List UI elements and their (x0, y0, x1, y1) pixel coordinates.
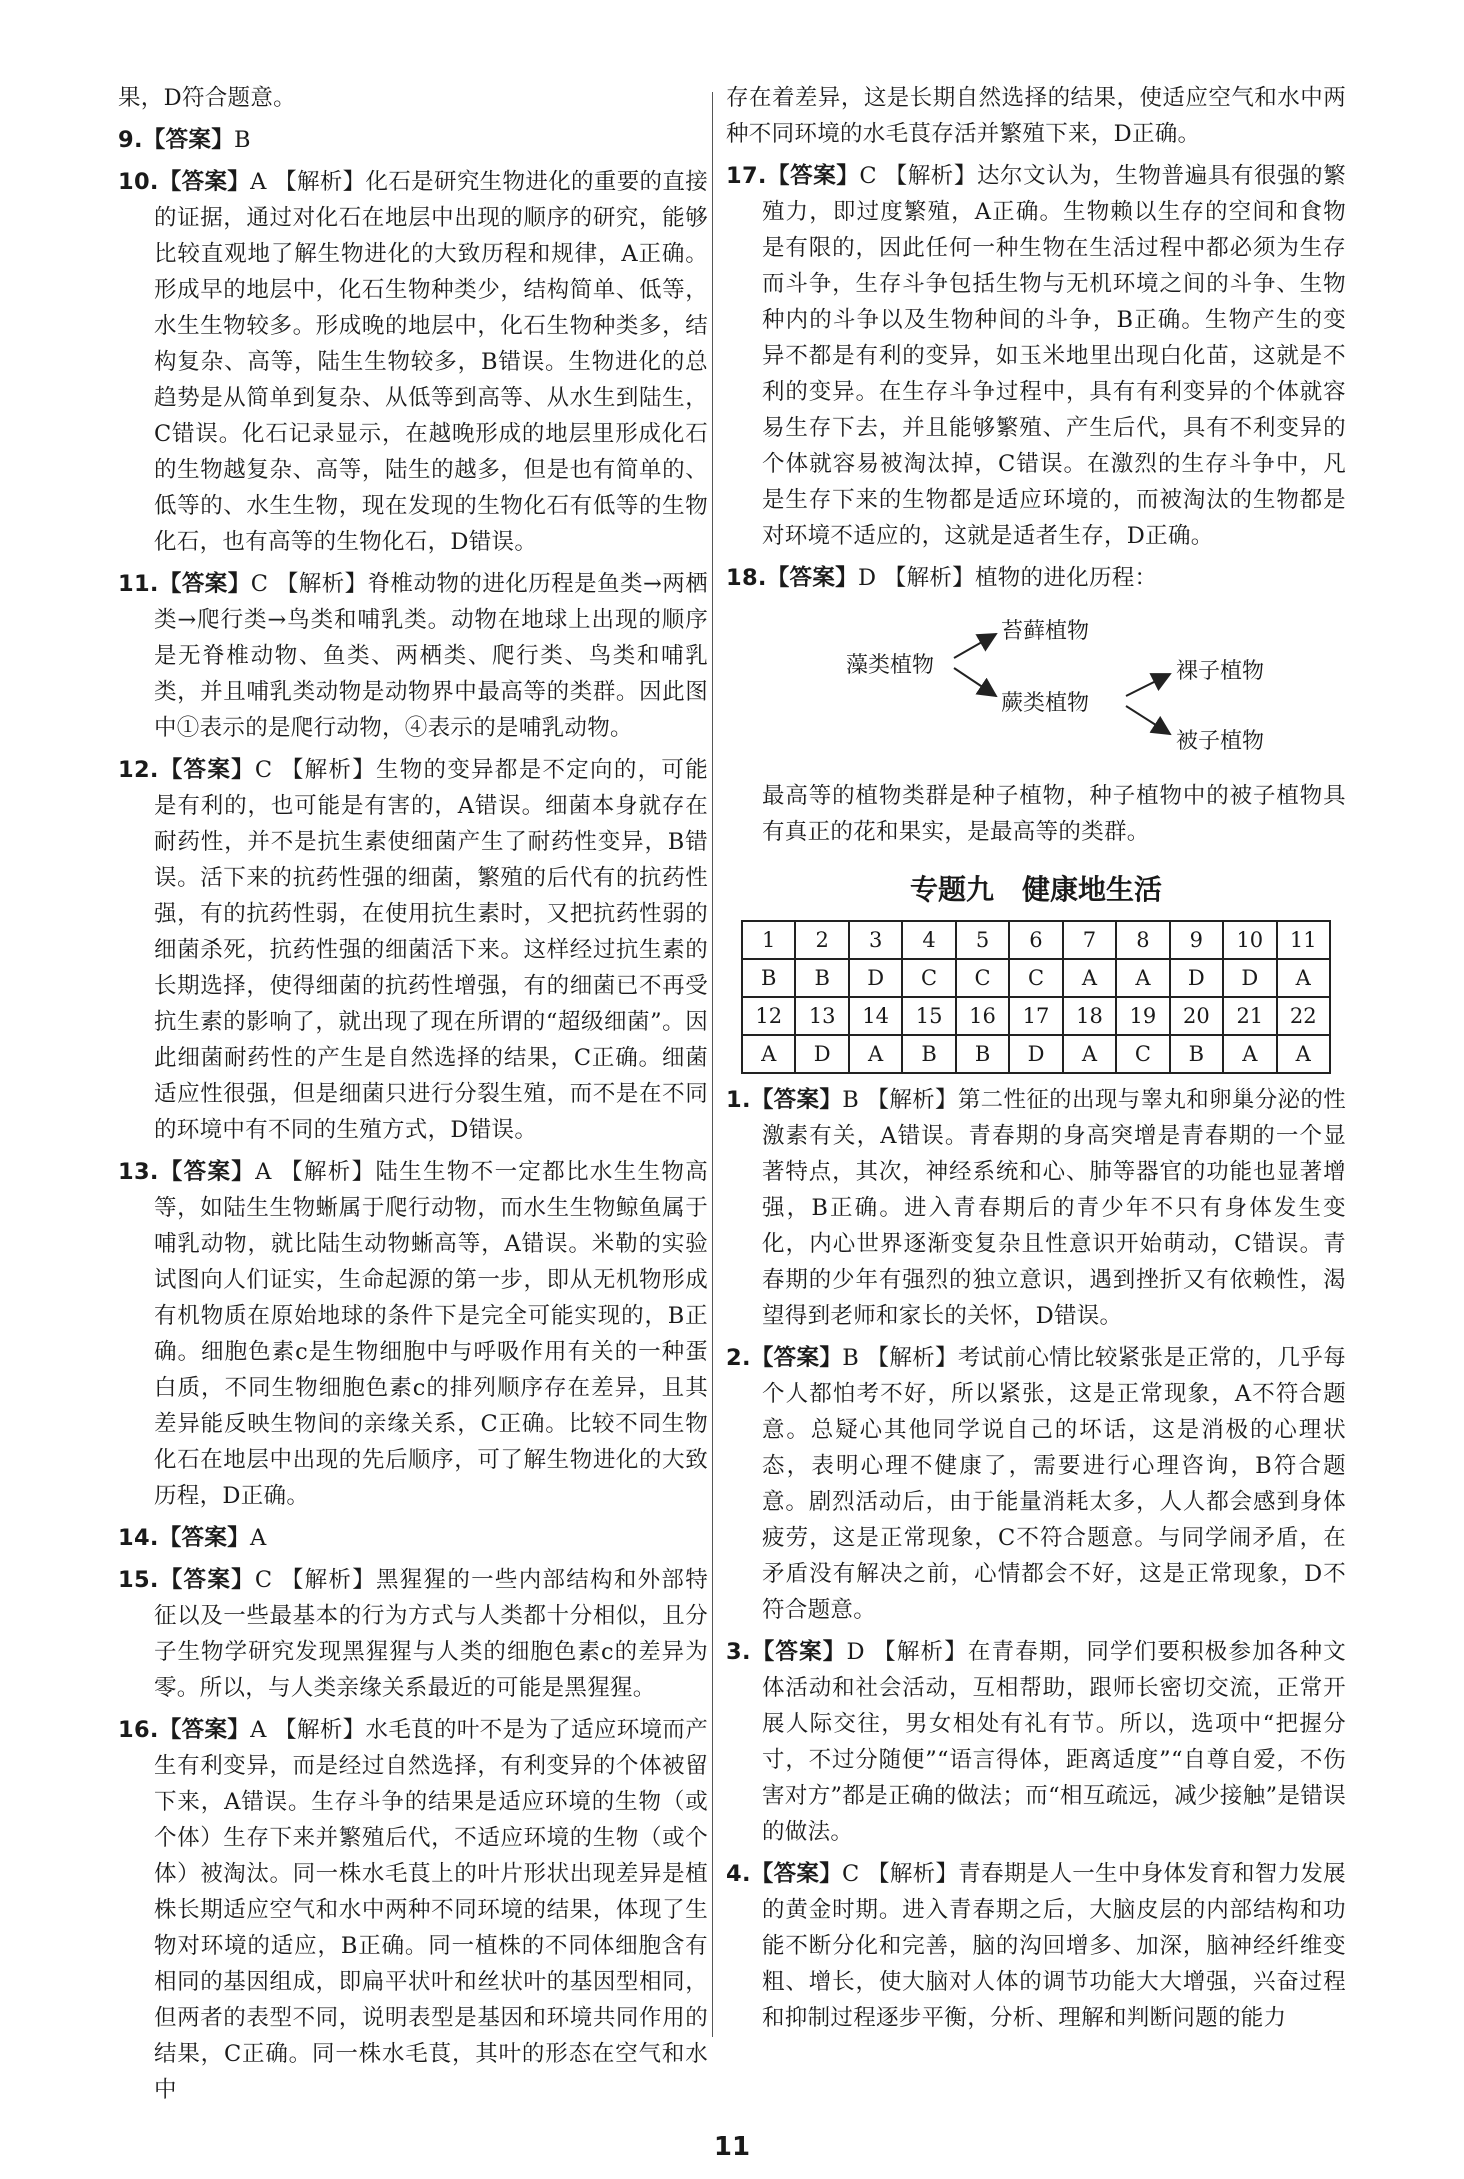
answer-cell: D (1170, 959, 1223, 997)
right-bottom-paragraph (726, 1082, 1346, 1334)
answer-cell: B (956, 1035, 1009, 1073)
answer-cell: B (742, 959, 795, 997)
arrow-to-fern (954, 668, 996, 696)
answer-cell: B (902, 1035, 955, 1073)
paragraph-text: A 【解析】化石是研究生物进化的重要的直接的证据，通过对化石在地层中出现的顺序的研究，能够比较直观地了解生物进化的大致历程和规律，A正确。形成早的地层中，化石生物种类少，结构简单、低等，水生生物较多。形成晚的地层中，化石生物种类多，结构复杂、高等，陆生生物较多，B错误。生物进化的总趋势是从简单到复杂、从低等到高等、从水生到陆生，C错误。化石记录显示，在越晚形成的地层里形成化石的生物越复杂、高等，陆生的越多，但是也有简单的、低等的、水生生物，现在发现的生物化石有低等的生物化石，也有高等的生物化石，D错误。 (154, 169, 708, 555)
paragraph-text: D 【解析】在青春期，同学们要积极参加各种文体活动和社会活动，互相帮助，跟师长密切交流，正常开展人际交往，男女相处有礼有节。所以，选项中“把握分寸，不过分随便”“语言得体，距离适度”“自尊自爱，不伤害对方”都是正确的做法；而“相互疏远，减少接触”是错误的做法。 (762, 1639, 1346, 1845)
answer-cell: D (849, 959, 902, 997)
paragraph-text: C 【解析】黑猩猩的一些内部结构和外部特征以及一些最基本的行为方式与人类都十分相似，且分子生物学研究发现黑猩猩与人类的细胞色素c的差异为零。所以，与人类亲缘关系最近的可能是黑猩猩。 (154, 1567, 708, 1701)
answer-table-row (742, 997, 1330, 1035)
paragraph-text: C 【解析】达尔文认为，生物普遍具有很强的繁殖力，即过度繁殖，A正确。生物赖以生存的空间和食物是有限的，因此任何一种生物在生活过程中都必须为生存而斗争，生存斗争包括生物与无机环境之间的斗争、生物种内的斗争以及生物种间的斗争，B正确。生物产生的变异不都是有利的变异，如玉米地里出现白化苗，这就是不利的变异。在生存斗争过程中，具有有利变异的个体就容易生存下去，并且能够繁殖、产生后代，具有不利变异的个体就容易被淘汰掉，C错误。在激烈的生存斗争中，凡是生存下来的生物都是适应环境的，而被淘汰的生物都是对环境不适应的，这就是适者生存，D正确。 (762, 163, 1346, 549)
question-number-cell: 7 (1063, 921, 1116, 959)
answer-cell: C (1009, 959, 1062, 997)
answer-cell: B (795, 959, 848, 997)
answer-cell: D (795, 1035, 848, 1073)
right-bottom-paragraph (726, 1340, 1346, 1628)
left-paragraph (118, 752, 708, 1148)
question-number-cell: 22 (1277, 997, 1330, 1035)
question-number-cell: 12 (742, 997, 795, 1035)
arrow-to-angiosperm (1126, 706, 1170, 734)
paragraph-text: 存在着差异，这是长期自然选择的结果，使适应空气和水中两种不同环境的水毛茛存活并繁殖下来，D正确。 (726, 85, 1346, 147)
question-number-cell: 8 (1116, 921, 1169, 959)
question-number-cell: 14 (849, 997, 902, 1035)
right-top-paragraph (726, 560, 1346, 596)
right-top-paragraph (726, 158, 1346, 554)
node-angiosperm: 被子植物 (1176, 729, 1265, 754)
paragraph-text: B 【解析】第二性征的出现与睾丸和卵巢分泌的性激素有关，A错误。青春期的身高突增是青春期的一个显著特点，其次，神经系统和心、肺等器官的功能也显著增强，B正确。进入青春期后的青少年不只有身体发生变化，内心世界逐渐变复杂且性意识开始萌动，C错误。青春期的少年有强烈的独立意识，遇到挫折又有依赖性，渴望得到老师和家长的关怀，D错误。 (762, 1087, 1346, 1329)
answer-tag: 16.【答案】 (118, 1717, 251, 1743)
answer-table (741, 920, 1331, 1074)
question-number-cell: 21 (1223, 997, 1276, 1035)
answer-tag: 15.【答案】 (118, 1567, 255, 1593)
right-top-paragraph (726, 80, 1346, 152)
diagram-conclusion: 最高等的植物类群是种子植物，种子植物中的被子植物具有真正的花和果实，是最高等的类群。 (762, 783, 1346, 845)
question-number-cell: 1 (742, 921, 795, 959)
answer-cell: A (1277, 1035, 1330, 1073)
paragraph-text: A 【解析】水毛茛的叶不是为了适应环境而产生有利变异，而是经过自然选择，有利变异的个体被留下来，A错误。生存斗争的结果是适应环境的生物（或个体）生存下来并繁殖后代，不适应环境的生物（或个体）被淘汰。同一株水毛茛上的叶片形状出现差异是植株长期适应空气和水中两种不同环境的结果，体现了生物对环境的适应，B正确。同一植株的不同体细胞含有相同的基因组成，即扁平状叶和丝状叶的基因型相同，但两者的表型不同，说明表型是基因和环境共同作用的结果，C正确。同一株水毛茛，其叶的形态在空气和水中 (154, 1717, 708, 2103)
answer-cell: A (1116, 959, 1169, 997)
left-paragraph (118, 122, 708, 158)
answer-cell: C (956, 959, 1009, 997)
left-paragraph (118, 80, 708, 116)
left-column (118, 80, 708, 2114)
answer-cell: A (1063, 1035, 1116, 1073)
answer-tag: 10.【答案】 (118, 169, 251, 195)
answer-tag: 12.【答案】 (118, 757, 255, 783)
answer-cell: B (1170, 1035, 1223, 1073)
paragraph-text: A (249, 1525, 267, 1551)
node-algae: 藻类植物 (846, 653, 935, 678)
right-top-paragraphs (726, 80, 1346, 596)
answer-tag: 11.【答案】 (118, 571, 251, 597)
node-moss: 苔藓植物 (1001, 619, 1090, 644)
right-bottom-paragraph (726, 1856, 1346, 2036)
section-title: 专题九 健康地生活 (909, 873, 1162, 906)
question-number-cell: 17 (1009, 997, 1062, 1035)
left-paragraph (118, 164, 708, 560)
column-divider (712, 92, 713, 2037)
right-bottom-paragraph (726, 1634, 1346, 1850)
left-paragraph (118, 1520, 708, 1556)
arrow-to-gymnosperm (1126, 674, 1170, 696)
paragraph-text: C 【解析】脊椎动物的进化历程是鱼类→两栖类→爬行类→鸟类和哺乳类。动物在地球上出现的顺序是无脊椎动物、鱼类、两栖类、爬行类、鸟类和哺乳类，并且哺乳类动物是动物界中最高等的类群。因此图中①表示的是爬行动物，④表示的是哺乳动物。 (154, 571, 708, 741)
answer-cell: C (902, 959, 955, 997)
answer-tag: 3.【答案】 (726, 1639, 847, 1665)
paragraph-text: 果，D符合题意。 (118, 85, 296, 111)
left-paragraph (118, 1154, 708, 1514)
plant-evolution-diagram (726, 606, 1346, 766)
answer-tag: 17.【答案】 (726, 163, 860, 189)
paragraph-text: B (234, 127, 251, 153)
answer-tag: 14.【答案】 (118, 1525, 250, 1551)
question-number-cell: 4 (902, 921, 955, 959)
answer-cell: A (1063, 959, 1116, 997)
node-gymnosperm: 裸子植物 (1176, 659, 1265, 684)
answer-table-row (742, 1035, 1330, 1073)
answer-cell: D (1223, 959, 1276, 997)
paragraph-text: B 【解析】考试前心情比较紧张是正常的，几乎每个人都怕考不好，所以紧张，这是正常现象，A不符合题意。总疑心其他同学说自己的坏话，这是消极的心理状态，表明心理不健康了，需要进行心理咨询，B符合题意。剧烈活动后，由于能量消耗太多，人人都会感到身体疲劳，这是正常现象，C不符合题意。与同学闹矛盾，在矛盾没有解决之前，心情都会不好，这是正常现象，D不符合题意。 (762, 1345, 1346, 1623)
right-bottom-paragraphs (726, 1082, 1346, 2036)
question-number-cell: 20 (1170, 997, 1223, 1035)
question-number-cell: 3 (849, 921, 902, 959)
answer-cell: A (1277, 959, 1330, 997)
paragraph-text: A 【解析】陆生生物不一定都比水生生物高等，如陆生生物蜥属于爬行动物，而水生生物鲸鱼属于哺乳动物，就比陆生动物蜥高等，A错误。米勒的实验试图向人们证实，生命起源的第一步，即从无机物形成有机物质在原始地球的条件下是完全可能实现的，B正确。细胞色素c是生物细胞中与呼吸作用有关的一种蛋白质，不同生物细胞色素c的排列顺序存在差异，且其差异能反映生物间的亲缘关系，C正确。比较不同生物化石在地层中出现的先后顺序，可了解生物进化的大致历程，D正确。 (154, 1159, 709, 1509)
node-fern: 蕨类植物 (1001, 691, 1090, 716)
question-number-cell: 18 (1063, 997, 1116, 1035)
question-number-cell: 11 (1277, 921, 1330, 959)
arrow-to-moss (954, 634, 996, 658)
answer-tag: 18.【答案】 (726, 565, 858, 591)
question-number-cell: 16 (956, 997, 1009, 1035)
question-number-cell: 9 (1170, 921, 1223, 959)
answer-cell: A (849, 1035, 902, 1073)
answer-cell: A (1223, 1035, 1276, 1073)
answer-tag: 9.【答案】 (118, 127, 235, 153)
paragraph-text: C 【解析】青春期是人一生中身体发育和智力发展的黄金时期。进入青春期之后，大脑皮层的内部结构和功能不断分化和完善，脑的沟回增多、加深，脑神经纤维变粗、增长，使大脑对人体的调节功能大大增强，兴奋过程和抑制过程逐步平衡，分析、理解和判断问题的能力 (762, 1861, 1346, 2031)
question-number-cell: 6 (1009, 921, 1062, 959)
question-number-cell: 10 (1223, 921, 1276, 959)
answer-tag: 2.【答案】 (726, 1345, 843, 1371)
answer-tag: 1.【答案】 (726, 1087, 843, 1113)
question-number-cell: 13 (795, 997, 848, 1035)
question-number-cell: 15 (902, 997, 955, 1035)
answer-table-row (742, 959, 1330, 997)
question-number-cell: 5 (956, 921, 1009, 959)
question-number-cell: 2 (795, 921, 848, 959)
left-paragraph (118, 566, 708, 746)
answer-cell: A (742, 1035, 795, 1073)
left-paragraph (118, 1712, 708, 2108)
answer-tag: 13.【答案】 (118, 1159, 256, 1185)
paragraph-text: C 【解析】生物的变异都是不定向的，可能是有利的，也可能是有害的，A错误。细菌本身就存在耐药性，并不是抗生素使细菌产生了耐药性变异，B错误。活下来的抗药性强的细菌，繁殖的后代有的抗药性强，有的抗药性弱，在使用抗生素时，又把抗药性弱的细菌杀死，抗药性强的细菌活下来。这样经过抗生素的长期选择，使得细菌的抗药性增强，有的细菌已不再受抗生素的影响了，就出现了现在所谓的“超级细菌”。因此细菌耐药性的产生是自然选择的结果，C正确。细菌适应性很强，但是细菌只进行分裂生殖，而不是在不同的环境中有不同的生殖方式，D错误。 (154, 757, 708, 1143)
answer-cell: D (1009, 1035, 1062, 1073)
page-number: 11 (713, 2132, 751, 2162)
left-paragraph (118, 1562, 708, 1706)
answer-table-row (742, 921, 1330, 959)
question-number-cell: 19 (1116, 997, 1169, 1035)
answer-tag: 4.【答案】 (726, 1861, 843, 1887)
paragraph-text: D 【解析】植物的进化历程： (857, 565, 1158, 591)
right-column (726, 80, 1346, 2042)
answer-cell: C (1116, 1035, 1169, 1073)
